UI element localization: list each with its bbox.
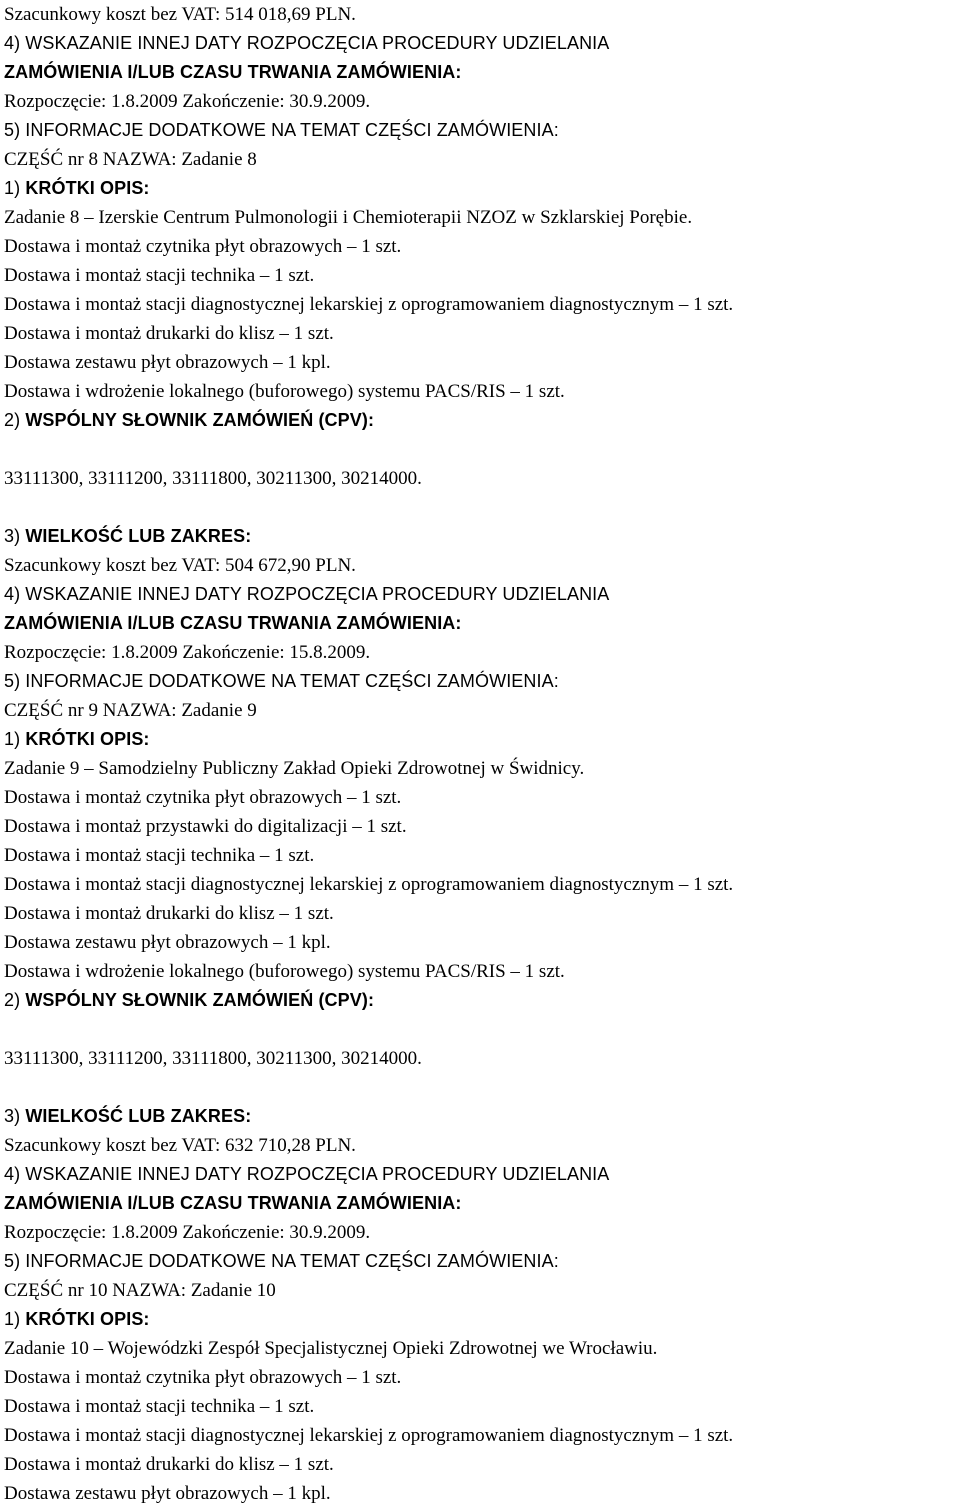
short-description-heading: [4, 174, 960, 203]
dates-text: Rozpoczęcie: 1.8.2009 Zakończenie: 15.8.2009.: [4, 642, 371, 663]
spacer: [4, 1015, 960, 1044]
list-item: Dostawa i montaż czytnika płyt obrazowych – 1 szt.: [4, 787, 402, 808]
size-heading: [4, 1102, 960, 1131]
cost-estimate: Szacunkowy koszt bez VAT: 632 710,28 PLN.: [4, 1135, 356, 1156]
section-number: 3): [4, 526, 26, 546]
list-item: Dostawa zestawu płyt obrazowych – 1 kpl.: [4, 352, 331, 373]
section-number: 2): [4, 410, 26, 430]
size-heading: [4, 522, 960, 551]
dates-heading-line2: ZAMÓWIENIA I/LUB CZASU TRWANIA ZAMÓWIENIA:: [4, 62, 462, 82]
section-number: 1): [4, 729, 26, 749]
cost-estimate: Szacunkowy koszt bez VAT: 514 018,69 PLN.: [4, 4, 356, 25]
list-item: Dostawa i wdrożenie lokalnego (buforowego) systemu PACS/RIS – 1 szt.: [4, 961, 565, 982]
section-title: WIELKOŚĆ LUB ZAKRES:: [25, 526, 252, 546]
section-number: 1): [4, 178, 26, 198]
dates-text: Rozpoczęcie: 1.8.2009 Zakończenie: 30.9.2009.: [4, 1222, 371, 1243]
description-text: Zadanie 10 – Wojewódzki Zespół Specjalistycznej Opieki Zdrowotnej we Wrocławiu.: [4, 1338, 658, 1359]
list-item: Dostawa i montaż stacji diagnostycznej lekarskiej z oprogramowaniem diagnostycznym – 1 szt.: [4, 1425, 734, 1446]
section-title: WIELKOŚĆ LUB ZAKRES:: [25, 1106, 252, 1126]
additional-info-heading: 5) INFORMACJE DODATKOWE NA TEMAT CZĘŚCI ZAMÓWIENIA:: [4, 120, 559, 140]
section-number: 1): [4, 1309, 26, 1329]
part-title: CZĘŚĆ nr 8 NAZWA: Zadanie 8: [4, 149, 257, 170]
section-title: WSPÓLNY SŁOWNIK ZAMÓWIEŃ (CPV):: [25, 990, 375, 1010]
section-title: KRÓTKI OPIS:: [25, 1309, 150, 1329]
spacer: [4, 493, 960, 522]
dates-heading-line1: 4) WSKAZANIE INNEJ DATY ROZPOCZĘCIA PROCEDURY UDZIELANIA: [4, 584, 610, 604]
description-text: Zadanie 9 – Samodzielny Publiczny Zakład Opieki Zdrowotnej w Świdnicy.: [4, 758, 585, 779]
additional-info-heading: 5) INFORMACJE DODATKOWE NA TEMAT CZĘŚCI ZAMÓWIENIA:: [4, 671, 559, 691]
dates-heading-line2: ZAMÓWIENIA I/LUB CZASU TRWANIA ZAMÓWIENIA:: [4, 1193, 462, 1213]
part-title: CZĘŚĆ nr 10 NAZWA: Zadanie 10: [4, 1280, 276, 1301]
spacer: [4, 435, 960, 464]
list-item: Dostawa i montaż czytnika płyt obrazowych – 1 szt.: [4, 236, 402, 257]
list-item: Dostawa zestawu płyt obrazowych – 1 kpl.: [4, 932, 331, 953]
spacer: [4, 1073, 960, 1102]
part-title: CZĘŚĆ nr 9 NAZWA: Zadanie 9: [4, 700, 257, 721]
list-item: Dostawa i montaż drukarki do klisz – 1 szt.: [4, 903, 334, 924]
list-item: Dostawa i montaż stacji diagnostycznej lekarskiej z oprogramowaniem diagnostycznym – 1 szt.: [4, 294, 734, 315]
list-item: Dostawa i montaż drukarki do klisz – 1 szt.: [4, 1454, 334, 1475]
list-item: Dostawa i montaż przystawki do digitalizacji – 1 szt.: [4, 816, 407, 837]
cpv-codes: 33111300, 33111200, 33111800, 30211300, 30214000.: [4, 468, 422, 489]
section-title: KRÓTKI OPIS:: [25, 729, 150, 749]
dates-heading-line1: 4) WSKAZANIE INNEJ DATY ROZPOCZĘCIA PROCEDURY UDZIELANIA: [4, 33, 610, 53]
section-number: 3): [4, 1106, 26, 1126]
cpv-heading: [4, 406, 960, 435]
cost-estimate: Szacunkowy koszt bez VAT: 504 672,90 PLN.: [4, 555, 356, 576]
section-title: WSPÓLNY SŁOWNIK ZAMÓWIEŃ (CPV):: [25, 410, 375, 430]
list-item: Dostawa i wdrożenie lokalnego (buforowego) systemu PACS/RIS – 1 szt.: [4, 381, 565, 402]
cpv-heading: [4, 986, 960, 1015]
document-page: [4, 0, 960, 1508]
dates-heading-line2: ZAMÓWIENIA I/LUB CZASU TRWANIA ZAMÓWIENIA:: [4, 613, 462, 633]
list-item: Dostawa i montaż stacji technika – 1 szt.: [4, 1396, 315, 1417]
list-item: Dostawa i montaż stacji technika – 1 szt.: [4, 845, 315, 866]
short-description-heading: [4, 725, 960, 754]
dates-text: Rozpoczęcie: 1.8.2009 Zakończenie: 30.9.2009.: [4, 91, 371, 112]
list-item: Dostawa i montaż czytnika płyt obrazowych – 1 szt.: [4, 1367, 402, 1388]
cpv-codes: 33111300, 33111200, 33111800, 30211300, 30214000.: [4, 1048, 422, 1069]
list-item: Dostawa i montaż drukarki do klisz – 1 szt.: [4, 323, 334, 344]
list-item: Dostawa i montaż stacji technika – 1 szt.: [4, 265, 315, 286]
section-number: 2): [4, 990, 26, 1010]
list-item: Dostawa zestawu płyt obrazowych – 1 kpl.: [4, 1483, 331, 1504]
short-description-heading: [4, 1305, 960, 1334]
description-text: Zadanie 8 – Izerskie Centrum Pulmonologii i Chemioterapii NZOZ w Szklarskiej Porębie.: [4, 207, 693, 228]
dates-heading-line1: 4) WSKAZANIE INNEJ DATY ROZPOCZĘCIA PROCEDURY UDZIELANIA: [4, 1164, 610, 1184]
section-title: KRÓTKI OPIS:: [25, 178, 150, 198]
additional-info-heading: 5) INFORMACJE DODATKOWE NA TEMAT CZĘŚCI ZAMÓWIENIA:: [4, 1251, 559, 1271]
list-item: Dostawa i montaż stacji diagnostycznej lekarskiej z oprogramowaniem diagnostycznym – 1 szt.: [4, 874, 734, 895]
